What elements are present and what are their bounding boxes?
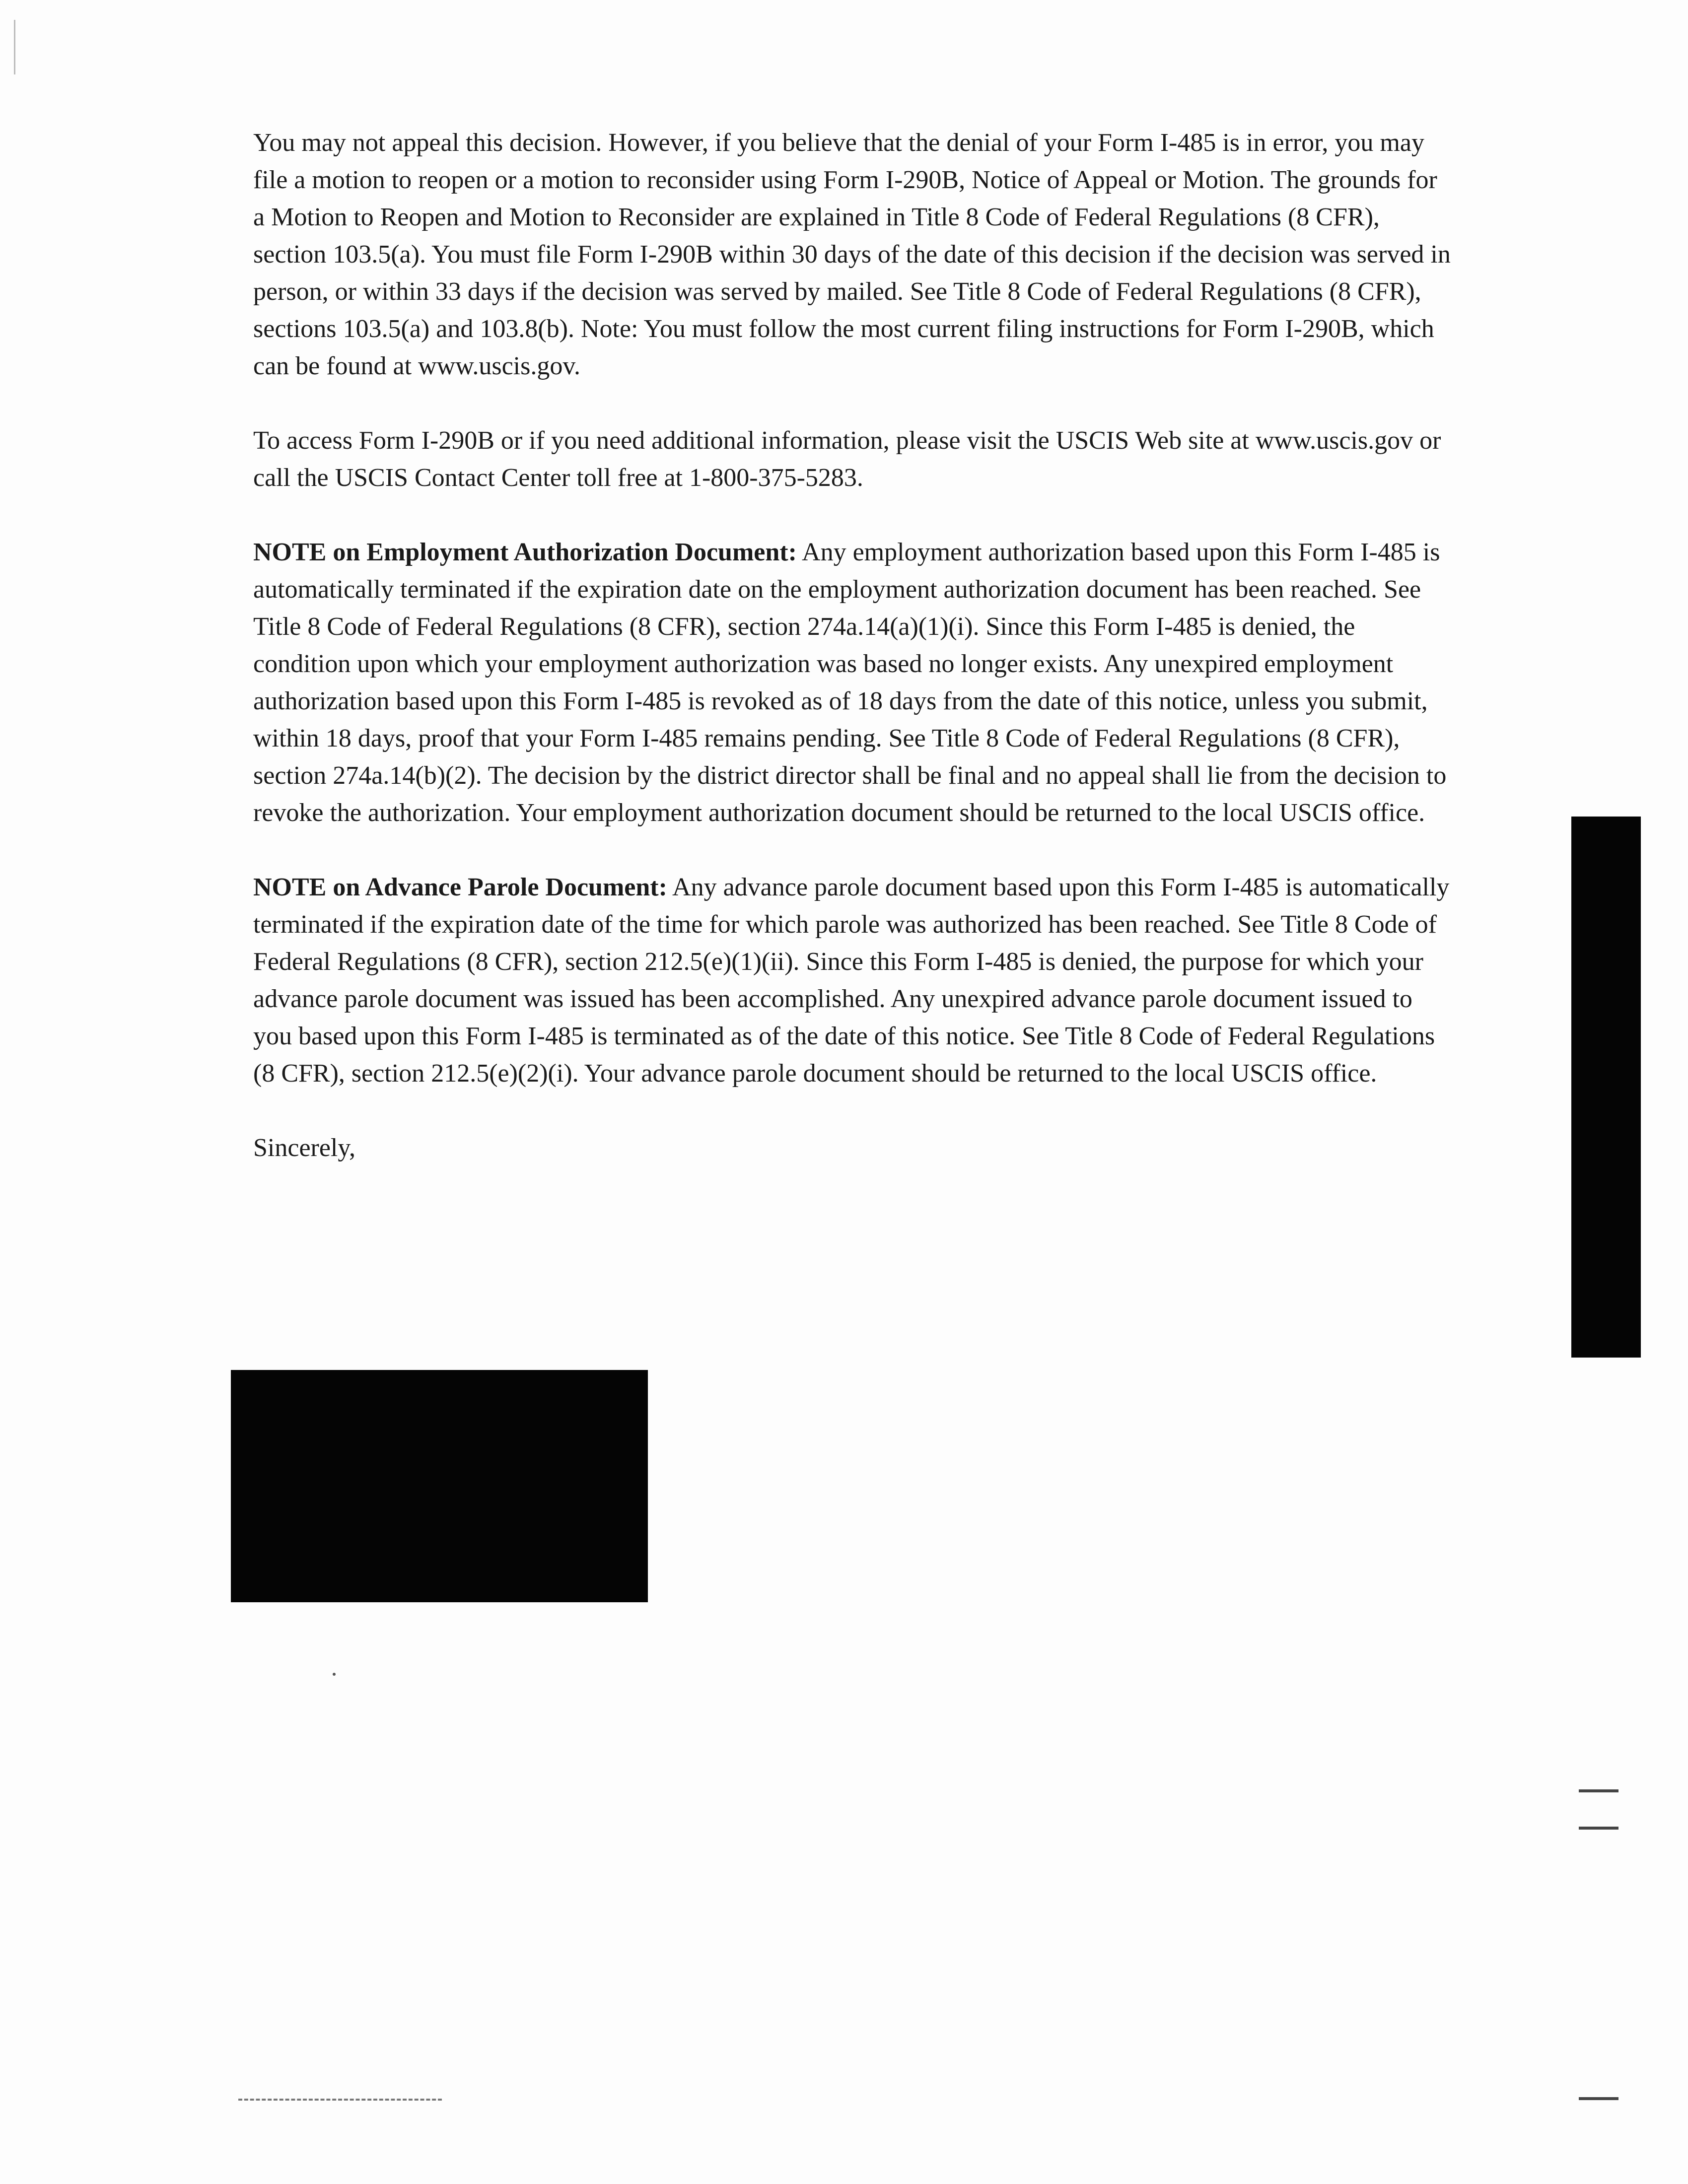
ead-note-paragraph [253, 534, 1455, 831]
parole-note-text: Any advance parole document based upon this Form I-485 is automatically terminated if the expiration date of the time for which parole was authorized has been reached. See Title 8 Code of Federal Regulations (8 CFR), section 212.5(e)(1)(ii). Since this Form I-485 is denied, the purpose for which your advance parole document was issued has been accomplished. Any unexpired advance parole document issued to you based upon this Form I-485 is terminated as of the date of this notice. See Title 8 Code of Federal Regulations (8 CFR), section 212.5(e)(2)(i). Your advance parole document should be returned to the local USCIS office. [253, 873, 1450, 1088]
signature-redaction-block [231, 1370, 648, 1602]
contact-paragraph: To access Form I-290B or if you need additional information, please visit the USCIS Web site at www.uscis.gov or call the USCIS Contact Center toll free at 1-800-375-5283. [253, 426, 1441, 492]
margin-tick-mark [1579, 1789, 1618, 1792]
side-redaction-bar [1571, 817, 1641, 1358]
letter-body [253, 124, 1455, 1166]
margin-tick-mark [1579, 1827, 1618, 1830]
footer-dashed-line [238, 2099, 442, 2101]
parole-note-paragraph [253, 869, 1455, 1092]
ead-note-label: NOTE on Employment Authorization Document: [253, 538, 797, 566]
closing-salutation: Sincerely, [253, 1134, 355, 1162]
ead-note-text: Any employment authorization based upon this Form I-485 is automatically terminated if the expiration date on the employment authorization document has been reached. See Title 8 Code of Federal Regulations (8 CFR), section 274a.14(a)(1)(i). Since this Form I-485 is denied, the condition upon which your employment authorization was based no longer exists. Any unexpired employment authorization based upon this Form I-485 is revoked as of 18 days from the date of this notice, unless you submit, within 18 days, proof that your Form I-485 remains pending. See Title 8 Code of Federal Regulations (8 CFR), section 274a.14(b)(2). The decision by the district director shall be final and no appeal shall lie from the decision to revoke the authorization. Your employment authorization document should be returned to the local USCIS office. [253, 538, 1447, 827]
parole-note-label: NOTE on Advance Parole Document: [253, 873, 667, 901]
scan-speck [333, 1673, 336, 1676]
appeal-paragraph: You may not appeal this decision. However, if you believe that the denial of your Form I-485 is in error, you may file a motion to reopen or a motion to reconsider using Form I-290B, Notice of Appeal or Motion. The grounds for a Motion to Reopen and Motion to Reconsider are explained in Title 8 Code of Federal Regulations (8 CFR), section 103.5(a). You must file Form I-290B within 30 days of the date of this decision if the decision was served in person, or within 33 days if the decision was served by mailed. See Title 8 Code of Federal Regulations (8 CFR), sections 103.5(a) and 103.8(b). Note: You must follow the most current filing instructions for Form I-290B, which can be found at www.uscis.gov. [253, 129, 1451, 380]
scan-edge-mark [14, 20, 15, 74]
margin-tick-mark [1579, 2097, 1618, 2100]
